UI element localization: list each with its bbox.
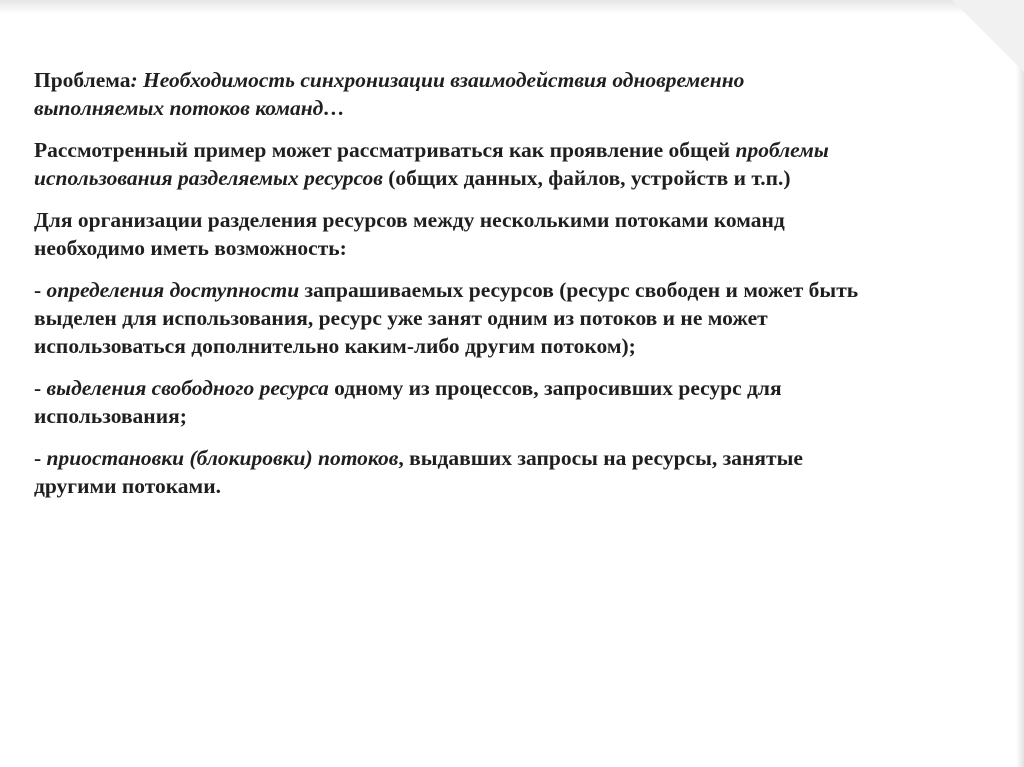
blocking-line-1 [34,444,1024,472]
bullet-dash: - [34,376,47,400]
problem-statement: : Необходимость синхронизации взаимодействия одновременно [130,68,745,92]
shared-line-2 [34,164,1024,192]
bullet-dash: - [34,278,47,302]
availability-line-2: выделен для использования, ресурс уже занят одним из потоков и не может [34,306,768,330]
shared-text-cont: (общих данных, файлов, устройств и т.п.) [382,166,791,190]
allocation-text: одному из процессов, запросивших ресурс для [328,376,782,400]
slide-corner-decoration [952,0,1024,72]
shared-emphasis-cont: использования разделяемых ресурсов [34,166,383,190]
problem-paragraph [34,66,1024,122]
availability-text: запрашиваемых ресурсов (ресурс свободен и может быть [299,278,859,302]
allocation-term: выделения свободного ресурса [46,376,329,400]
availability-line-1 [34,276,1024,304]
organization-paragraph [34,206,1024,262]
problem-line-2 [34,94,1024,122]
blocking-text: , выдавших запросы на ресурсы, занятые [398,446,803,470]
problem-statement-cont: выполняемых потоков команд… [34,96,345,120]
bullet-allocation [34,374,1024,430]
bullet-dash: - [34,446,47,470]
problem-line-1 [34,66,1024,94]
allocation-line-1 [34,374,1024,402]
problem-label: Проблема [34,68,131,92]
availability-line-3: использоваться дополнительно каким-либо другим потоком); [34,334,636,358]
shared-emphasis: проблемы [735,138,829,162]
organization-line-1: Для организации разделения ресурсов между несколькими потоками команд [34,208,785,232]
blocking-line-2: другими потоками. [34,474,221,498]
availability-term: определения доступности [46,278,300,302]
shared-resources-paragraph [34,136,1024,192]
shared-text: Рассмотренный пример может рассматриваться как проявление общей [34,138,736,162]
slide-content [34,66,1024,514]
bullet-blocking [34,444,1024,500]
allocation-line-2: использования; [34,404,187,428]
bullet-availability [34,276,1024,360]
organization-line-2: необходимо иметь возможность: [34,236,347,260]
blocking-term: приостановки (блокировки) потоков [46,446,399,470]
slide-top-shadow [0,0,1024,14]
shared-line-1 [34,136,1024,164]
